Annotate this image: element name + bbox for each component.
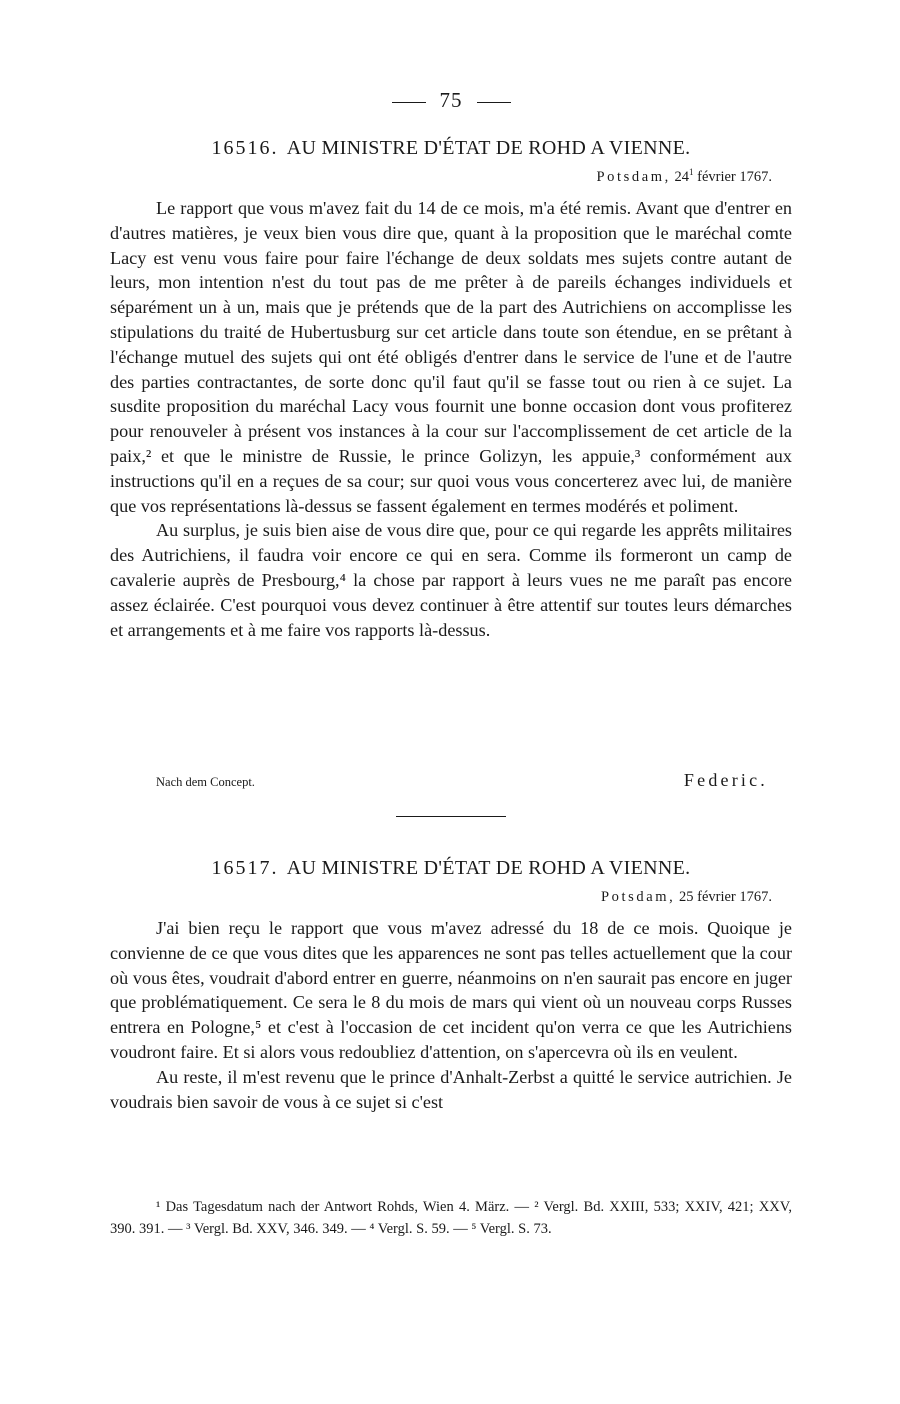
page-number: 75: [439, 88, 463, 112]
header-dash-left: [392, 102, 426, 103]
letter-number: 16517.: [211, 857, 279, 879]
dateline-month-year: février 1767.: [697, 169, 772, 185]
paragraph: Au reste, il m'est revenu que le prince d'Anhalt-Zerbst a quitté le service autrichien. Je voudrais bien savoir de vous à ce sujet si c'est: [110, 1066, 792, 1112]
letter-title: AU MINISTRE D'ÉTAT DE ROHD A VIENNE.: [286, 137, 691, 159]
header-dash-right: [477, 102, 511, 103]
dateline-footnote-mark: 1: [688, 167, 694, 177]
letter-body-16516: [110, 196, 792, 642]
dateline-place: Potsdam,: [600, 889, 676, 905]
dateline-16517: [601, 889, 772, 906]
footnotes: [110, 1196, 792, 1240]
paragraph: Au surplus, je suis bien aise de vous dire que, pour ce qui regarde les apprêts militaires des Autrichiens, il faudra voir encore ce qui en sera. Comme ils formeront un camp de cavalerie auprès de Presbourg,⁴ la chose par rapport à leurs vues ne me paraît pas encore assez éclairée. C'est pourquoi vous devez continuer à être attentif sur toutes leurs démarches et arrangements et à me faire vos rapports là-dessus.: [110, 520, 792, 640]
page-header: [110, 88, 792, 113]
letter-heading-16516: [110, 137, 792, 160]
letter-body-16517: [110, 916, 792, 1114]
paragraph: Le rapport que vous m'avez fait du 14 de ce mois, m'a été remis. Avant que d'entrer en d'autres matières, je veux bien vous dire que, quant à la proposition que le maréchal comte Lacy est venu vous faire pour faire l'échange de deux soldats mes sujets contre autant de leurs, mon intention n'est du tout pas de me prêter à de pareils échanges individuels et séparément un à un, mais que je prétends que de la part des Autrichiens on accomplisse les stipulations du traité de Hubertusburg sur cet article dans toute son étendue, en se prêtant à l'échange mutuel des sujets qui ont été obligés d'entrer dans le service de l'une et de l'autre des parties contractantes, de sorte donc qu'il faut qu'il se fasse tout ou rien à ce sujet. La susdite proposition du maréchal Lacy vous fournit une bonne occasion dont vous profiterez pour renouveler à présent vos instances à la cour sur l'accomplissement de cet article de la paix,² et que le ministre de Russie, le prince Golizyn, les appuie,³ conformément aux instructions qu'il en a reçues de sa cour; sur quoi vous vous concerterez avec lui, de manière que vos représentations là-dessus se fassent également en termes modérés et poliment.: [110, 198, 792, 516]
dateline-place: Potsdam,: [596, 169, 671, 185]
source-note: Nach dem Concept.: [156, 775, 255, 789]
paragraph: J'ai bien reçu le rapport que vous m'avez adressé du 18 de ce mois. Quoique je convienne de ce que vous dites que les apparences ne sont pas telles actuellement que la cour où vous êtes, voudrait d'abord entrer en guerre, néanmoins on n'en saurait pas encore en juger que problématiquement. Ce sera le 8 du mois de mars qui vient où un nouveau corps Russes entrera en Pologne,⁵ et c'est à l'occasion de cet incident qu'on verra ce que les Autrichiens voudront faire. Et si alors vous redoubliez d'attention, on s'apercevra où ils en veulent.: [110, 918, 792, 1062]
section-divider: [396, 816, 506, 817]
signature: Federic.: [683, 770, 768, 790]
footnote-text: ¹ Das Tagesdatum nach der Antwort Rohds, Wien 4. März. — ² Vergl. Bd. XXIII, 533; XXIV, 421; XXV, 390. 391. — ³ Vergl. Bd. XXV, 346. 349. — ⁴ Vergl. S. 59. — ⁵ Vergl. S. 73.: [110, 1199, 792, 1237]
dateline-16516: [596, 169, 772, 186]
dateline-month-year: février 1767.: [697, 889, 772, 905]
dateline-day: 24: [674, 169, 689, 185]
letter-title: AU MINISTRE D'ÉTAT DE ROHD A VIENNE.: [286, 857, 691, 879]
letter-heading-16517: [110, 857, 792, 880]
letter-number: 16516.: [211, 137, 279, 159]
dateline-day: 25: [678, 889, 694, 905]
